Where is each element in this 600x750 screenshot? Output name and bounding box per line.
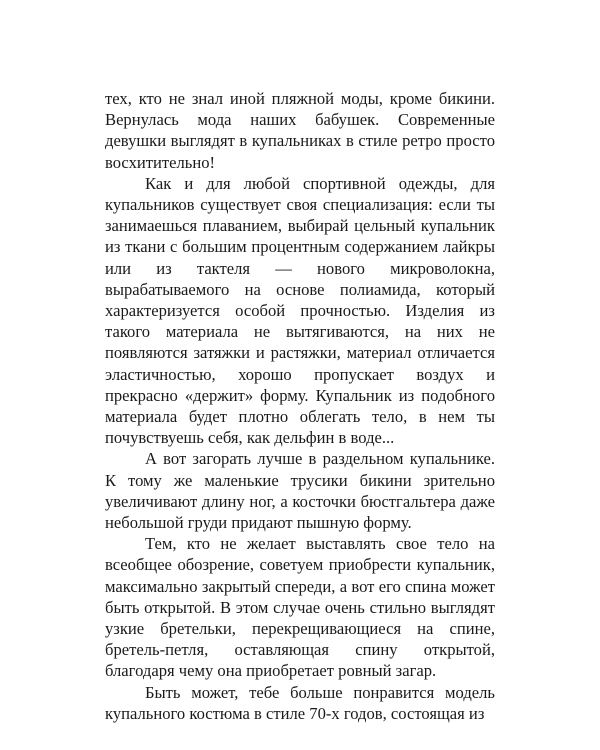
paragraph-3: А вот загорать лучше в раздельном купальнике. К тому же маленькие трусики бикини зрительно увеличивают длину ног, а косточки бюстгальтера даже небольшой груди придают пышную форму.	[105, 449, 495, 533]
paragraph-1: тех, кто не знал иной пляжной моды, кроме бикини. Вернулась мода наших бабушек. Современные девушки выглядят в купальниках в стиле ретро просто восхитительно!	[105, 89, 495, 172]
page-body	[105, 88, 495, 724]
paragraph-5: Быть может, тебе больше понравится модель купального костюма в стиле 70-х годов, состоящая из	[105, 682, 495, 723]
paragraph-2: Как и для любой спортивной одежды, для купальников существует своя специализация: если ты занимаешься плаванием, выбирай цельный купальник из ткани с большим процентным содержанием лайкры или из тактеля — нового микроволокна, вырабатываемого на основе полиамида, который характеризуется особой прочностью. Изделия из такого материала не вытягиваются, на них не появляются затяжки и растяжки, материал отличается эластичностью, хорошо пропускает воздух и прекрасно «держит» форму. Купальник из подобного материала будет плотно облегать тело, в нем ты почувствуешь себя, как дельфин в воде...	[105, 173, 495, 448]
paragraph-4: Тем, кто не желает выставлять свое тело на всеобщее обозрение, советуем приобрести купальник, максимально закрытый спереди, а вот его спина может быть открытой. В этом случае очень стильно выглядят узкие бретельки, перекрещивающиеся на спине, бретель-петля, оставляющая спину открытой, благодаря чему она приобретает ровный загар.	[105, 534, 495, 681]
